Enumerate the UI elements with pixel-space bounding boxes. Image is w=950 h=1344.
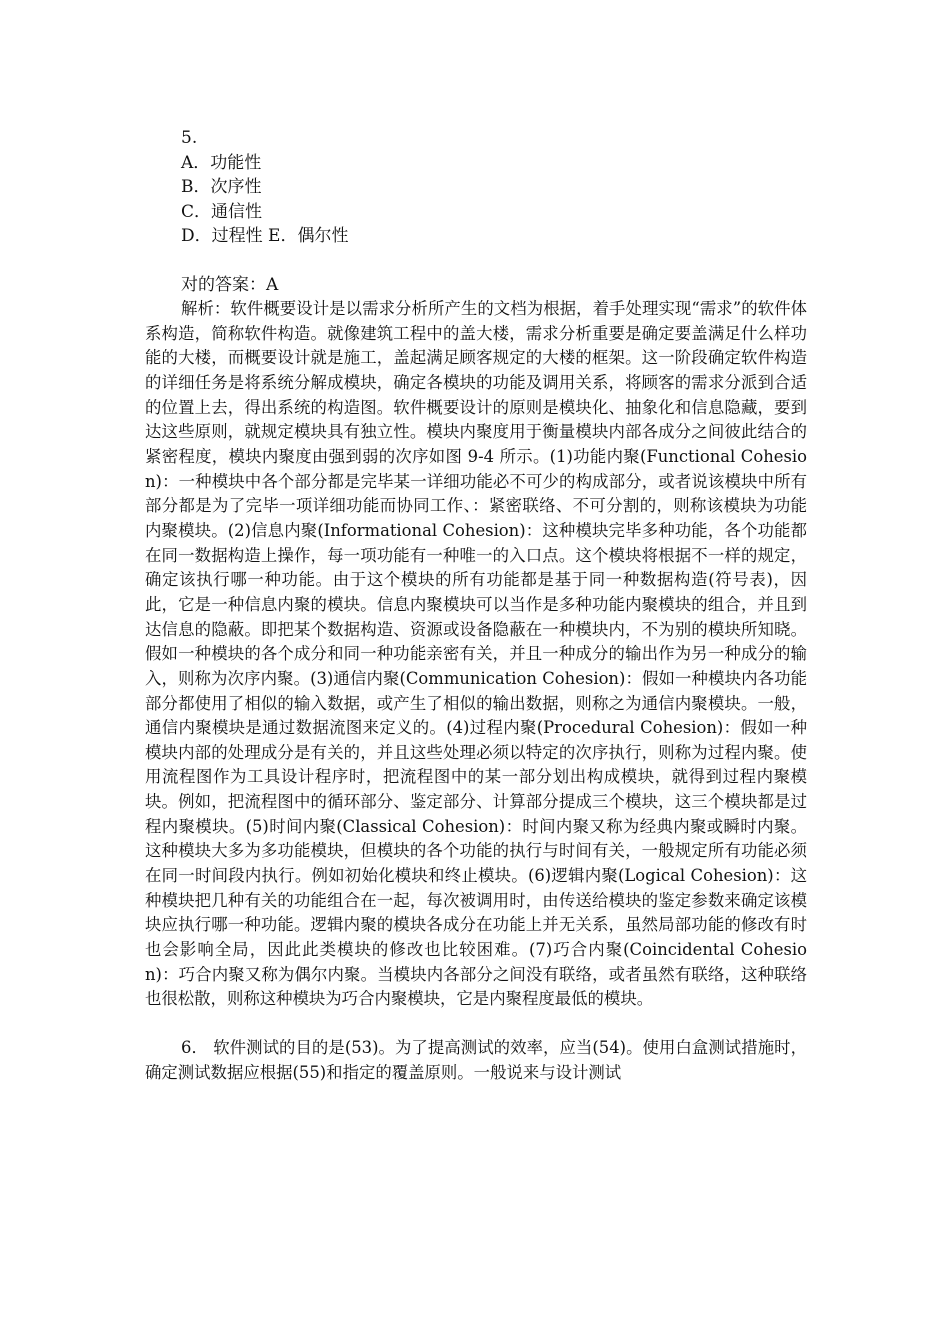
spacer <box>145 249 807 273</box>
option-b: B．次序性 <box>181 177 262 197</box>
question-6-paragraph: 6． 软件测试的目的是(53)。为了提高测试的效率，应当(54)。使用白盒测试措施时，确定测试数据应根据(55)和指定的覆盖原则。一般说来与设计测试 <box>145 1038 807 1082</box>
option-d-e: D．过程性 E．偶尔性 <box>181 226 349 246</box>
document-page <box>145 126 807 1085</box>
answer-line: 对的答案：A <box>181 274 279 295</box>
analysis-paragraph: 解析：软件概要设计是以需求分析所产生的文档为根据，着手处理实现“需求”的软件体系构造，简称软件构造。就像建筑工程中的盖大楼，需求分析重要是确定要盖满足什么样功能的大楼，而概要设计就是施工，盖起满足顾客规定的大楼的框架。这一阶段确定软件构造的详细任务是将系统分解成模块，确定各模块的功能及调用关系，将顾客的需求分派到合适的位置上去，得出系统的构造图。软件概要设计的原则是模块化、抽象化和信息隐藏，要到达这些原则，就规定模块具有独立性。模块内聚度用于衡量模块内部各成分之间彼此结合的紧密程度，模块内聚度由强到弱的次序如图 9-4 所示。(1)功能内聚(Functional Cohesion)：一种模块中各个部分都是完毕某一详细功能必不可少的构成部分，或者说该模块中所有部分都是为了完毕一项详细功能而协同工作、：紧密联络、不可分割的，则称该模块为功能内聚模块。(2)信息内聚(Informational Cohesion)：这种模块完毕多种功能，各个功能都在同一数据构造上操作，每一项功能有一种唯一的入口点。这个模块将根据不一样的规定，确定该执行哪一种功能。由于这个模块的所有功能都是基于同一种数据构造(符号表)，因此，它是一种信息内聚的模块。信息内聚模块可以当作是多种功能内聚模块的组合，并且到达信息的隐蔽。即把某个数据构造、资源或设备隐蔽在一种模块内，不为别的模块所知晓。假如一种模块的各个成分和同一种功能亲密有关，并且一种成分的输出作为另一种成分的输入，则称为次序内聚。(3)通信内聚(Communication Cohesion)：假如一种模块内各功能部分都使用了相似的输入数据，或产生了相似的输出数据，则称之为通信内聚模块。一般，通信内聚模块是通过数据流图来定义的。(4)过程内聚(Procedural Cohesion)：假如一种模块内部的处理成分是有关的，并且这些处理必须以特定的次序执行，则称为过程内聚。使用流程图作为工具设计程序时，把流程图中的某一部分划出构成模块，就得到过程内聚模块。例如，把流程图中的循环部分、鉴定部分、计算部分提成三个模块，这三个模块都是过程内聚模块。(5)时间内聚(Classical Cohesion)：时间内聚又称为经典内聚或瞬时内聚。这种模块大多为多功能模块，但模块的各个功能的执行与时间有关，一般规定所有功能必须在同一时间段内执行。例如初始化模块和终止模块。(6)逻辑内聚(Logical Cohesion)：这种模块把几种有关的功能组合在一起，每次被调用时，由传送给模块的鉴定参数来确定该模块应执行哪一种功能。逻辑内聚的模块各成分在功能上并无关系，虽然局部功能的修改有时也会影响全局，因此此类模块的修改也比较困难。(7)巧合内聚(Coincidental Cohesion)：巧合内聚又称为偶尔内聚。当模块内各部分之间没有联络，或者虽然有联络，这种联络也很松散，则称这种模块为巧合内聚模块，它是内聚程度最低的模块。 <box>145 299 807 1009</box>
spacer <box>145 1012 807 1036</box>
option-c: C．通信性 <box>181 201 263 222</box>
question-5-number: 5. <box>181 128 198 148</box>
option-a: A．功能性 <box>181 152 262 173</box>
